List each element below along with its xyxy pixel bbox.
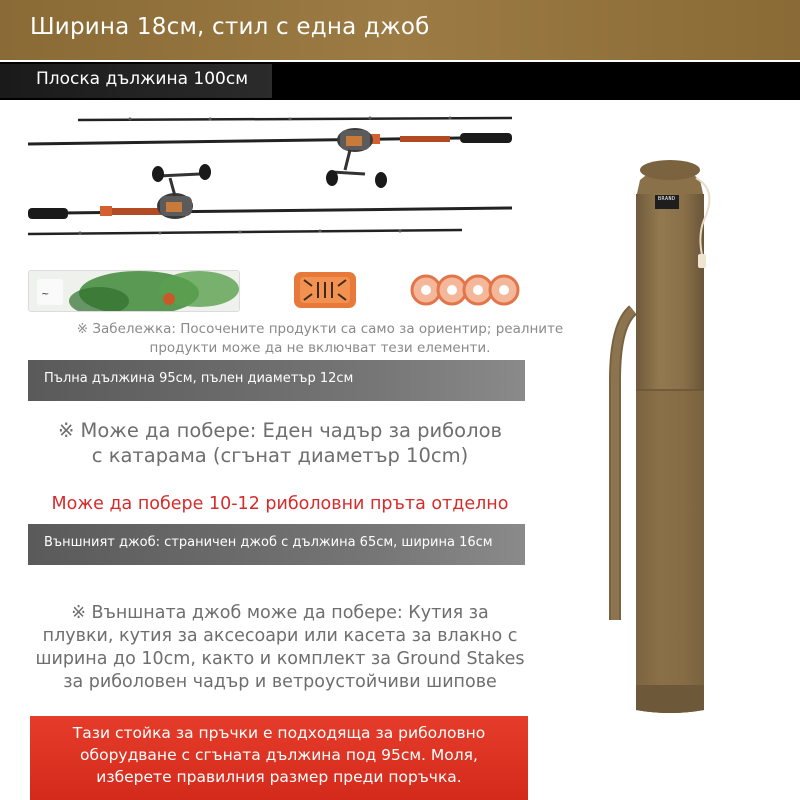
title-bar <box>0 0 800 60</box>
umbrella-fit-line-2: с катарама (сгънат диаметър 10cm) <box>91 444 469 467</box>
rods-capacity-text: Може да побере 10-12 риболовни пръта отделно <box>51 494 509 514</box>
outer-fit-line-2: плувки, кутия за аксесоари или касета за влакно с <box>42 626 518 646</box>
umbrella-fit-line-1: ※ Може да побере: Еден чадър за риболов <box>58 419 502 442</box>
outer-pocket-label: Външният джоб: страничен джоб с дължина 65см, ширина 16см <box>44 535 493 550</box>
full-length-label: Пълна дължина 95см, пълен диаметър 12см <box>44 371 354 386</box>
warning-line-3: изберете правилния размер преди поръчка. <box>96 768 462 786</box>
brand-label <box>655 195 679 209</box>
size-warning-banner <box>30 716 528 800</box>
line-spools-image <box>408 270 520 310</box>
disclaimer-line-2: продукти може да не включват тези елементи. <box>149 340 491 356</box>
brand-label-text: BRAND <box>658 196 676 202</box>
outer-pocket-bar <box>28 524 525 565</box>
flat-length-bar <box>0 62 800 100</box>
outer-fit-line-4: за риболовен чадър и ветроустойчиви шипове <box>63 672 497 692</box>
disclaimer-line-1: ※ Забележка: Посочените продукти са само за ориентир; реалните <box>76 321 564 337</box>
fishing-rods-image <box>20 110 520 245</box>
outer-fit-line-1: ※ Външната джоб може да побере: Кутия за <box>71 603 489 623</box>
full-length-bar <box>28 360 525 401</box>
umbrella-fit-text <box>30 418 530 468</box>
svg-text:~: ~ <box>41 289 50 300</box>
disclaimer-note <box>40 320 600 358</box>
warning-line-2: оборудване с сгъната дължина под 95см. Моля, <box>80 746 478 764</box>
page-title: Ширина 18см, стил с една джоб <box>30 14 430 40</box>
accessory-bag-image <box>28 270 240 312</box>
warning-line-1: Тази стойка за пръчки е подходяща за риболовно <box>72 724 486 742</box>
outer-fit-line-3: ширина до 10cm, както и комплект за Ground Stakes <box>35 649 525 669</box>
float-box-image <box>292 270 358 310</box>
outer-pocket-fit-text <box>20 602 540 694</box>
rod-bag-image <box>600 150 740 720</box>
flat-length-label: Плоска дължина 100см <box>36 69 249 89</box>
